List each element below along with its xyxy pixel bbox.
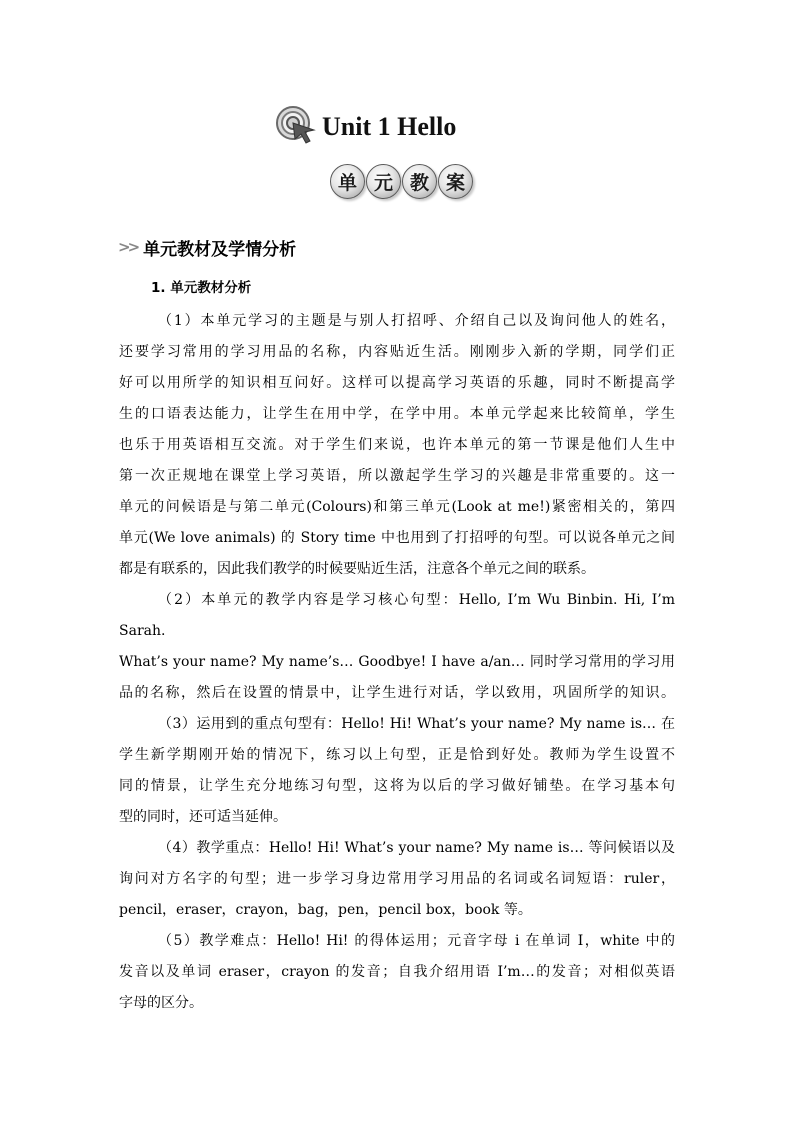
- paragraph-line: 生的口语表达能力，让学生在用中学，在学中用。本单元学起来比较简单，学生: [119, 406, 675, 422]
- section-heading: [118, 234, 296, 260]
- title-row: [0, 100, 794, 150]
- paragraph-line: 字母的区分。: [119, 995, 203, 1011]
- paragraph-line: 询问对方名字的句型；进一步学习身边常用学习用品的名词或名词短语：ruler，: [119, 871, 675, 887]
- paragraph-line: （2）本单元的教学内容是学习核心句型：Hello, I’m Wu Binbin. Hi, I’m: [158, 592, 675, 608]
- section-heading-text: 单元教材及学情分析: [143, 239, 297, 260]
- paragraph-line: 发音以及单词 eraser，crayon 的发音；自我介绍用语 I’m…的发音；对相似英语: [119, 964, 675, 980]
- paragraph-line: 单元(We love animals) 的 Story time 中也用到了打招呼的句型。可以说各单元之间: [119, 530, 675, 546]
- unit-lesson-plan-banner: [330, 164, 480, 202]
- paragraph-line: （1）本单元学习的主题是与别人打招呼、介绍自己以及询问他人的姓名，: [158, 313, 675, 329]
- banner-char: 教: [402, 164, 437, 199]
- paragraph-line: （4）教学重点：Hello! Hi! What’s your name? My name is… 等问候语以及: [158, 840, 675, 856]
- paragraph-line: 同的情景，让学生充分地练习句型，这将为以后的学习做好铺垫。在学习基本句: [119, 778, 675, 794]
- paragraph-line: （3）运用到的重点句型有：Hello! Hi! What’s your name? My name is… 在: [158, 716, 675, 732]
- paragraph-line: What’s your name? My name’s… Goodbye! I have a/an… 同时学习常用的学习用: [119, 654, 675, 670]
- paragraph-line: pencil，eraser，crayon，bag，pen，pencil box，book 等。: [119, 902, 532, 918]
- target-cursor-icon: [274, 104, 318, 144]
- banner-char: 案: [438, 164, 473, 199]
- paragraph-line: Sarah.: [119, 623, 166, 639]
- unit-title: Unit 1 Hello: [322, 112, 457, 141]
- paragraph-line: 还要学习常用的学习用品的名称，内容贴近生活。刚刚步入新的学期，同学们正: [119, 344, 675, 360]
- paragraph-line: 型的同时，还可适当延伸。: [119, 809, 287, 825]
- sub-heading: 1. 单元教材分析: [151, 280, 252, 296]
- banner-char: 元: [366, 164, 401, 199]
- paragraph-line: 学生新学期刚开始的情况下，练习以上句型，正是恰到好处。教师为学生设置不: [119, 747, 675, 763]
- paragraph-line: 都是有联系的，因此我们教学的时候要贴近生活，注意各个单元之间的联系。: [119, 561, 595, 577]
- paragraph-line: 好可以用所学的知识相互问好。这样可以提高学习英语的乐趣，同时不断提高学: [119, 375, 675, 391]
- paragraph-line: 品的名称，然后在设置的情景中，让学生进行对话，学以致用，巩固所学的知识。: [119, 685, 675, 701]
- paragraph-line: 也乐于用英语相互交流。对于学生们来说，也许本单元的第一节课是他们人生中: [119, 437, 675, 453]
- paragraph-line: 单元的问候语是与第二单元(Colours)和第三单元(Look at me!)紧密相关的，第四: [119, 499, 675, 515]
- paragraph-line: （5）教学难点：Hello! Hi! 的得体运用；元音字母 i 在单词 I，white 中的: [158, 933, 675, 949]
- banner-char: 单: [330, 164, 365, 199]
- paragraph-line: 第一次正规地在课堂上学习英语，所以激起学生学习的兴趣是非常重要的。这一: [119, 468, 675, 484]
- double-chevron-icon: >>: [118, 238, 138, 256]
